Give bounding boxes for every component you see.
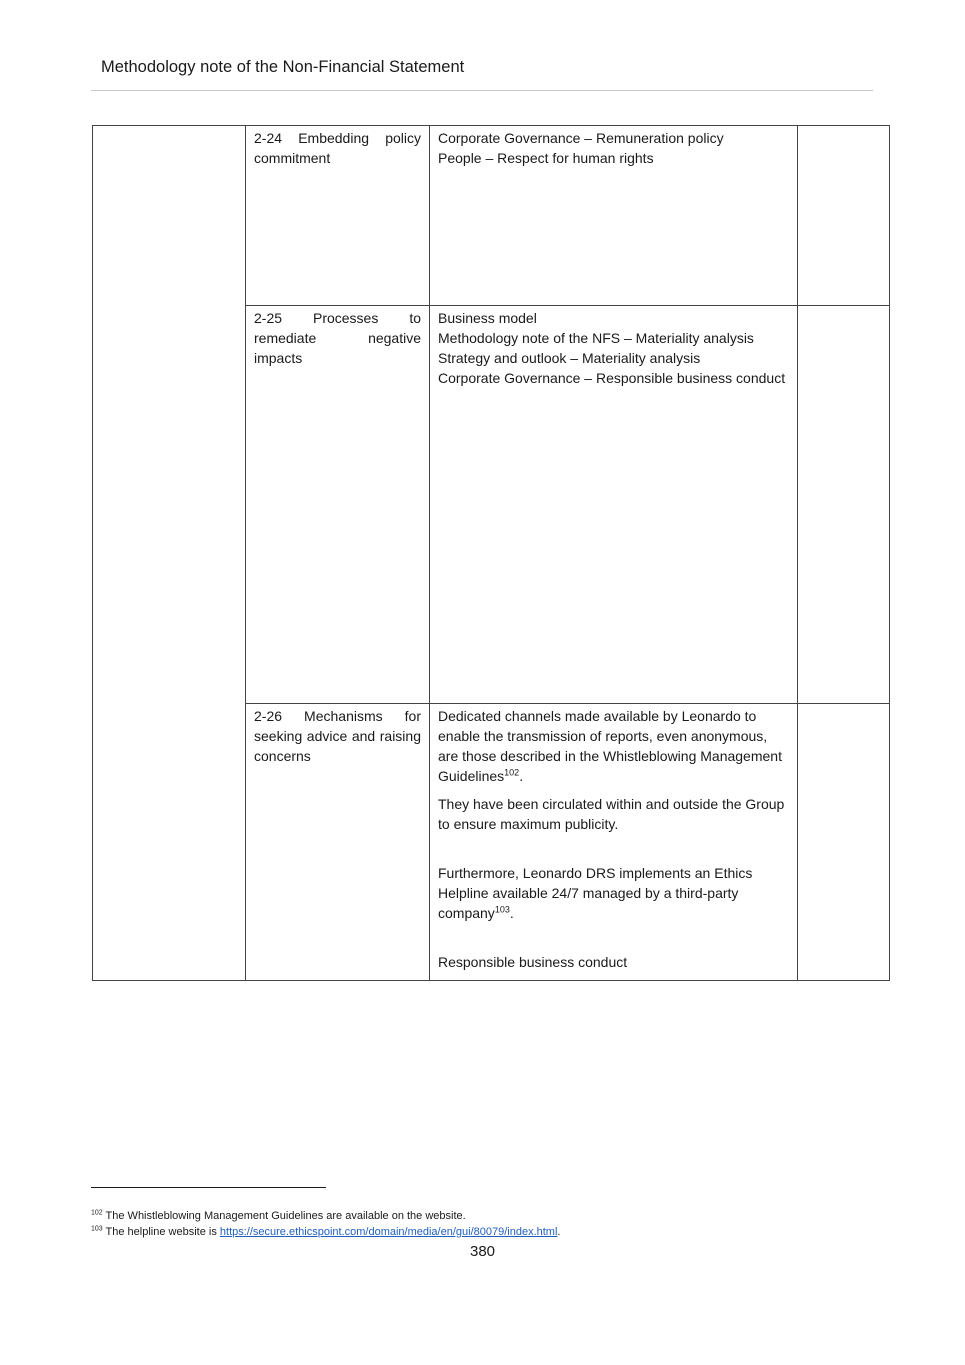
reference-paragraph	[438, 794, 789, 834]
gri-content-table	[92, 125, 890, 981]
footnote-ref-102[interactable]: 102	[504, 767, 520, 778]
page-header-title: Methodology note of the Non-Financial Statement	[101, 58, 465, 76]
reference-cell	[430, 306, 798, 704]
footnote-text: The helpline website is	[105, 1226, 220, 1238]
footnote-divider	[91, 1187, 326, 1188]
footnote-ref-103[interactable]: 103	[494, 904, 510, 915]
omission-cell	[798, 704, 890, 981]
footnote-number: 102	[91, 1209, 103, 1217]
paragraph-end: .	[519, 768, 524, 784]
paragraph-text: Furthermore, Leonardo DRS implements an Ethics Helpline available 24/7 managed by a third-party company	[438, 865, 753, 921]
paragraph-text: Responsible business conduct	[438, 954, 628, 970]
reference-line: People – Respect for human rights	[438, 150, 654, 166]
reference-paragraph	[438, 706, 789, 786]
disclosure-label: 2-24 Embedding policy commitment	[254, 130, 421, 166]
footnote-102	[91, 1208, 560, 1224]
omission-cell	[798, 306, 890, 704]
disclosure-cell	[246, 306, 430, 704]
reference-cell	[430, 704, 798, 981]
disclosure-cell	[246, 126, 430, 306]
table-row	[93, 126, 890, 306]
reference-line: Corporate Governance – Remuneration policy	[438, 130, 724, 146]
header-divider	[91, 90, 873, 91]
disclosure-label: 2-25 Processes to remediate negative impacts	[254, 310, 421, 366]
paragraph-end: .	[509, 905, 514, 921]
reference-line: Strategy and outlook – Materiality analysis	[438, 350, 701, 366]
paragraph-text: Dedicated channels made available by Leonardo to enable the transmission of reports, even anonymous, are those described in the Whistleblowing Management Guidelines	[438, 708, 782, 784]
reference-line: Corporate Governance – Responsible business conduct	[438, 370, 786, 386]
disclosure-cell	[246, 704, 430, 981]
omission-cell	[798, 126, 890, 306]
footnote-number: 103	[91, 1225, 103, 1233]
reference-line: Methodology note of the NFS – Materiality analysis	[438, 330, 754, 346]
reference-line: Business model	[438, 310, 537, 326]
page-number: 380	[469, 1243, 496, 1260]
footnote-text: The Whistleblowing Management Guidelines are available on the website.	[105, 1210, 466, 1222]
footnote-103	[91, 1224, 560, 1240]
footnote-end: .	[557, 1226, 561, 1238]
helpline-link[interactable]: https://secure.ethicspoint.com/domain/media/en/gui/80079/index.html	[219, 1226, 558, 1238]
footnotes	[91, 1208, 560, 1240]
reference-paragraph	[438, 863, 789, 923]
merged-standard-cell	[93, 126, 246, 981]
reference-paragraph	[438, 952, 789, 972]
paragraph-text: They have been circulated within and outside the Group to ensure maximum publicity.	[438, 796, 785, 832]
reference-cell	[430, 126, 798, 306]
disclosure-label: 2-26 Mechanisms for seeking advice and raising concerns	[254, 708, 421, 764]
